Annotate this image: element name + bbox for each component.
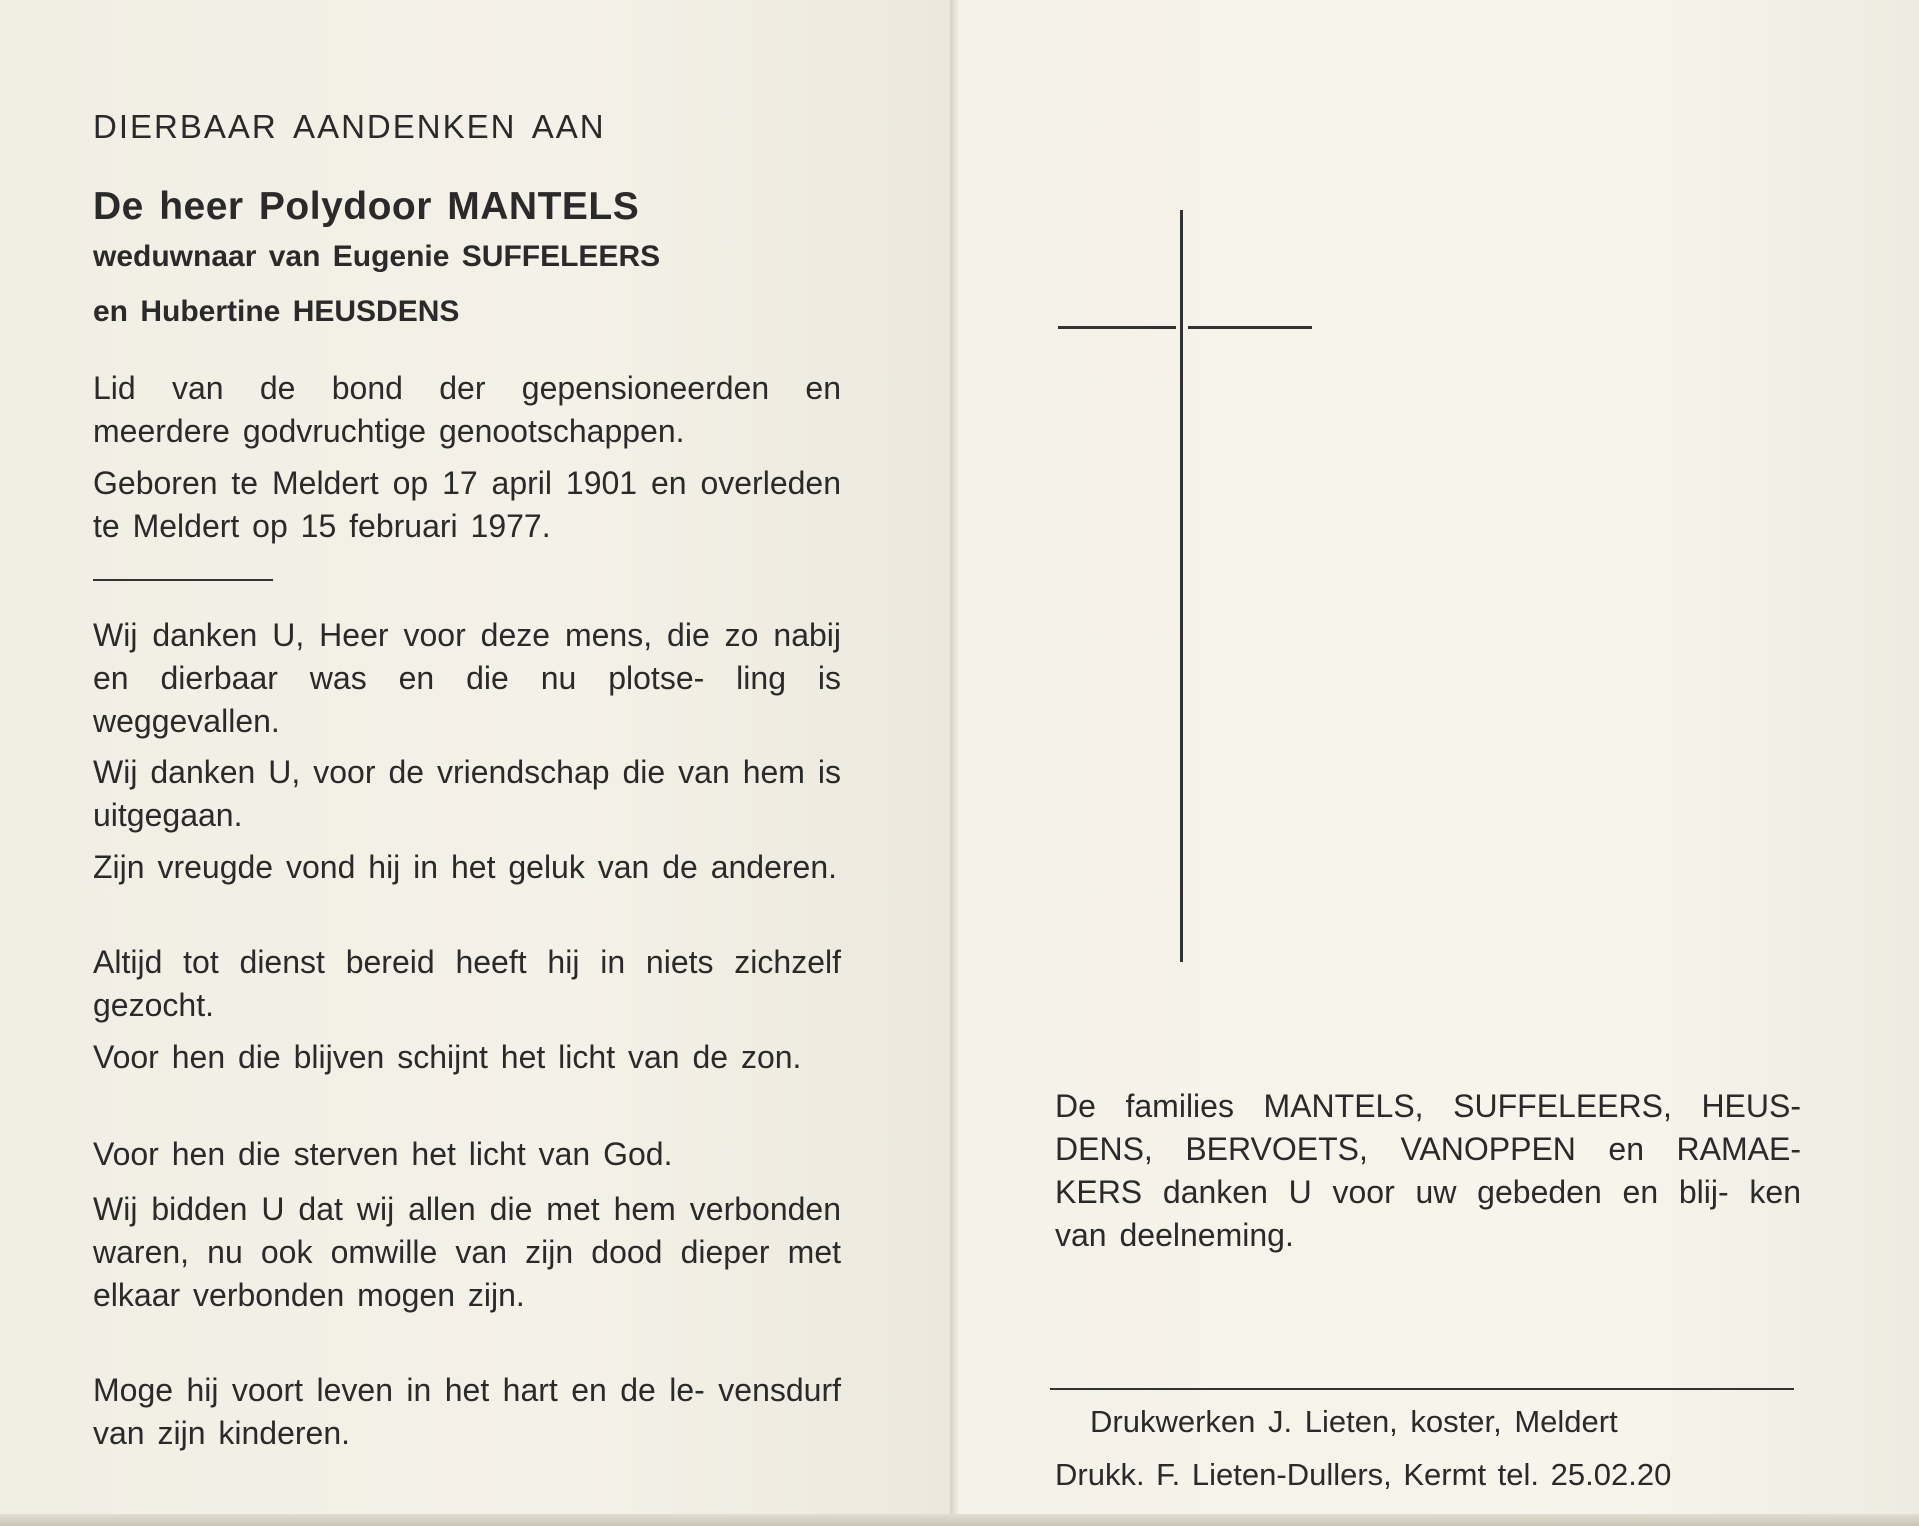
widower-line-1: weduwnaar van Eugenie SUFFELEERS: [93, 240, 661, 273]
family-thanks-text: De families MANTELS, SUFFELEERS, HEUS- DENS, BERVOETS, VANOPPEN en RAMAE- KERS danken U voor uw gebeden en blij- ken van deelneming.: [1055, 1088, 1801, 1253]
prayer-paragraph: Wij danken U, Heer voor deze mens, die zo nabij en dierbaar was en die nu plotse- ling is weggevallen.: [93, 617, 841, 739]
left-divider: [93, 579, 273, 581]
right-divider: [1050, 1388, 1794, 1390]
prayer-paragraph: Voor hen die sterven het licht van God.: [93, 1136, 673, 1172]
prayer-paragraph: Wij bidden U dat wij allen die met hem verbonden waren, nu ook omwille van zijn dood dieper met elkaar verbonden mogen zijn.: [93, 1191, 841, 1313]
cross-right-arm: [1188, 326, 1312, 329]
prayer-paragraph: Wij danken U, voor de vriendschap die van hem is uitgegaan.: [93, 754, 841, 833]
prayer-paragraph: Altijd tot dienst bereid heeft hij in niets zichzelf gezocht.: [93, 944, 841, 1023]
widower-line-2: en Hubertine HEUSDENS: [93, 295, 460, 328]
intro-heading: DIERBAAR AANDENKEN AAN: [93, 108, 606, 145]
deceased-name: De heer Polydoor MANTELS: [93, 185, 640, 228]
membership-text: Lid van de bond der gepensioneerden en meerdere godvruchtige genootschappen.: [93, 370, 841, 449]
prayer-paragraph: Zijn vreugde vond hij in het geluk van de anderen.: [93, 849, 838, 885]
card-fold: [950, 0, 958, 1526]
prayer-paragraph: Voor hen die blijven schijnt het licht van de zon.: [93, 1039, 802, 1075]
cross-left-arm: [1058, 326, 1176, 329]
card-bottom-edge: [0, 1514, 1919, 1526]
right-panel: [958, 0, 1919, 1526]
printer-line-1: Drukwerken J. Lieten, koster, Meldert: [1090, 1404, 1618, 1439]
cross-vertical-bar: [1180, 210, 1183, 962]
prayer-paragraph: Moge hij voort leven in het hart en de le- vensdurf van zijn kinderen.: [93, 1372, 841, 1451]
life-dates-text: Geboren te Meldert op 17 april 1901 en overleden te Meldert op 15 februari 1977.: [93, 465, 841, 544]
printer-line-2: Drukk. F. Lieten-Dullers, Kermt tel. 25.02.20: [1055, 1457, 1672, 1492]
